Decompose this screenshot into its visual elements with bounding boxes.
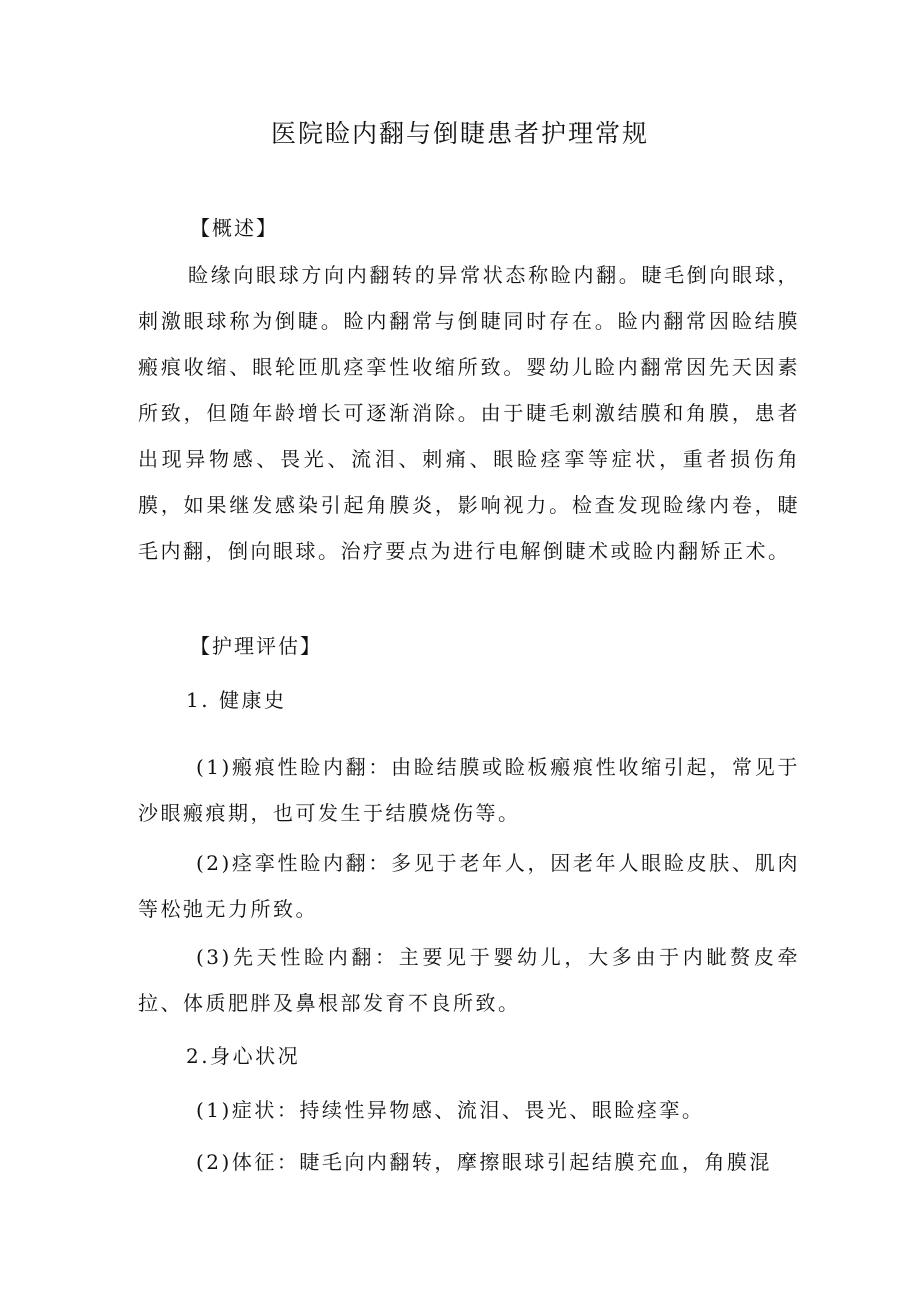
symptom-item: (1)症状：持续性异物感、流泪、畏光、眼睑痉挛。: [196, 1098, 705, 1122]
physical-mental-heading: 2.身心状况: [186, 1044, 301, 1068]
sign-item: (2)体征：睫毛向内翻转，摩擦眼球引起结膜充血，角膜混: [196, 1150, 772, 1174]
health-history-item-3: (3)先天性睑内翻：主要见于婴幼儿，大多由于内眦赘皮牵拉、体质肥胖及鼻根部发育不良所致。: [138, 945, 800, 1015]
document-title: 医院睑内翻与倒睫患者护理常规: [270, 119, 649, 148]
health-history-item-2: (2)痉挛性睑内翻：多见于老年人，因老年人眼睑皮肤、肌肉等松弛无力所致。: [138, 851, 800, 921]
health-history-heading: 1. 健康史: [186, 688, 287, 712]
overview-paragraph: 睑缘向眼球方向内翻转的异常状态称睑内翻。睫毛倒向眼球，刺激眼球称为倒睫。睑内翻常与倒睫同时存在。睑内翻常因睑结膜瘢痕收缩、眼轮匝肌痉挛性收缩所致。婴幼儿睑内翻常因先天因素所致，但随年龄增长可逐渐消除。由于睫毛刺激结膜和角膜，患者出现异物感、畏光、流泪、刺痛、眼睑痉挛等症状，重者损伤角膜，如果继发感染引起角膜炎，影响视力。检查发现睑缘内卷，睫毛内翻，倒向眼球。治疗要点为进行电解倒睫术或睑内翻矫正术。: [138, 263, 800, 563]
assessment-heading: 【护理评估】: [190, 634, 322, 658]
overview-heading: 【概述】: [190, 216, 278, 240]
health-history-item-1: (1)瘢痕性睑内翻：由睑结膜或睑板瘢痕性收缩引起，常见于沙眼瘢痕期，也可发生于结膜烧伤等。: [138, 755, 800, 825]
